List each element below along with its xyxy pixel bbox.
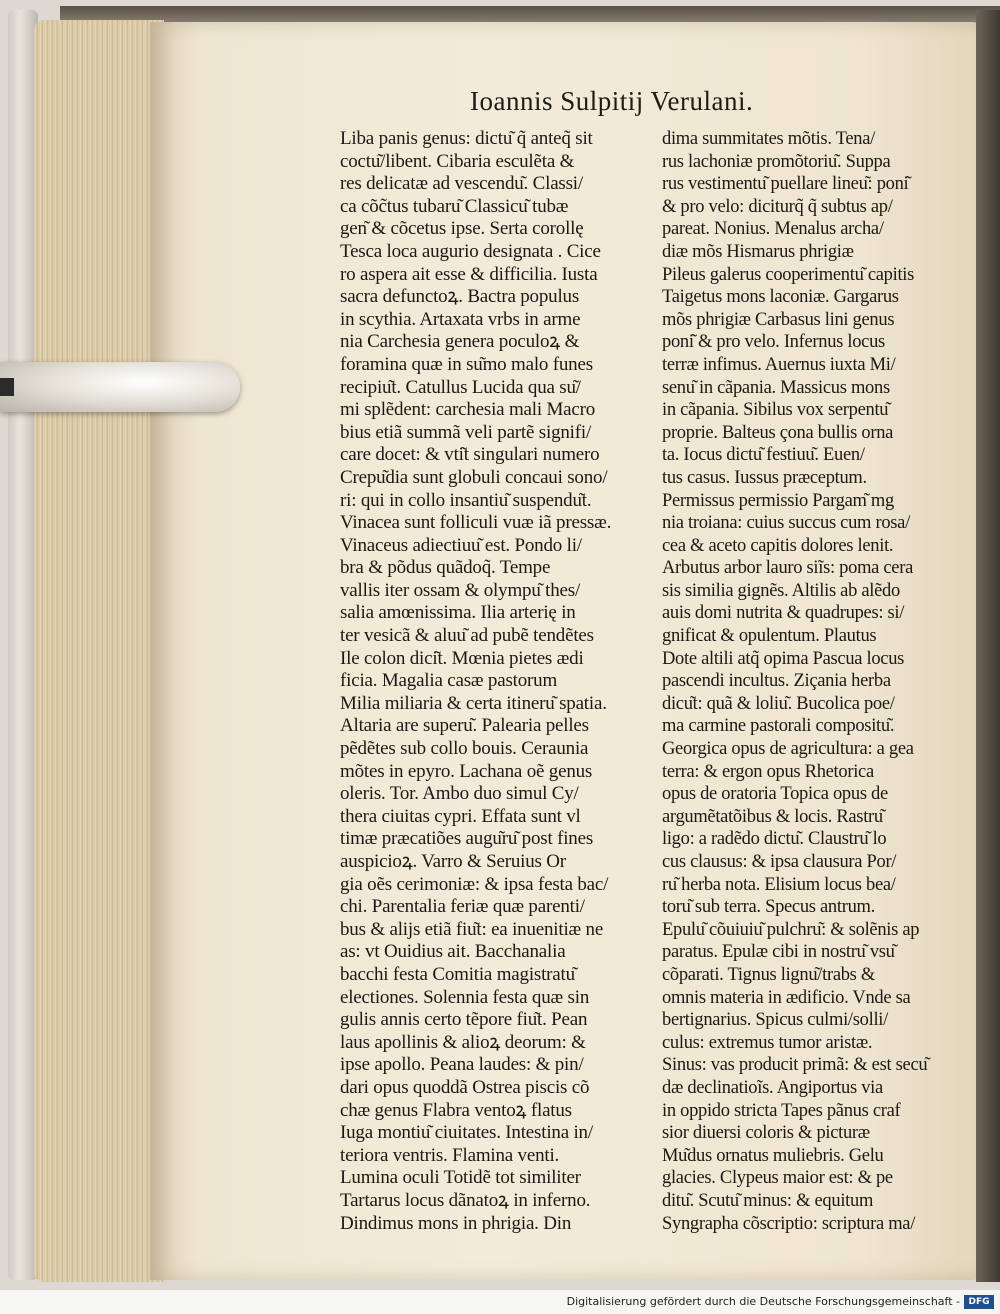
text-line: chi. Parentalia feriæ quæ parenti/ bbox=[340, 896, 585, 918]
text-line: auspicioꝝ. Varro & Seruius Or bbox=[340, 851, 566, 872]
text-line: ru͂ herba nota. Elisium locus bea/ bbox=[662, 874, 896, 895]
text-line: dicu͂t: quã & loliu͂. Bucolica poe/ bbox=[662, 693, 895, 714]
text-line: Crepu͂dia sunt globuli concaui sono/ bbox=[340, 466, 608, 488]
text-line: recipiu͂t. Catullus Lucida qua su͂/ bbox=[340, 376, 581, 398]
text-line: Sinus: vas producit primã: & est secu͂ bbox=[662, 1055, 928, 1076]
text-line: pareat. Nonius. Menalus archa/ bbox=[662, 219, 884, 240]
text-line: diæ mõs Hismarus phrigiæ bbox=[662, 241, 854, 262]
dfg-logo: DFG bbox=[964, 1295, 994, 1309]
text-line: in cãpania. Sibilus vox serpentu͂ bbox=[662, 400, 889, 421]
text-line: mõs phrigiæ Carbasus lini genus bbox=[662, 309, 895, 330]
text-line: senu͂ in cãpania. Massicus mons bbox=[662, 377, 890, 398]
text-line: oleris. Tor. Ambo duo simul Cy/ bbox=[340, 783, 579, 805]
text-line: omnis materia in ædificio. Vnde sa bbox=[662, 987, 911, 1008]
text-line: culus: extremus tumor aristæ. bbox=[662, 1032, 873, 1053]
text-line: Dote altili atq̃ opima Pascua locus bbox=[662, 648, 905, 669]
text-line: ter vesicã & aluu͂ ad pubẽ tendẽtes bbox=[340, 625, 594, 647]
glass-weight-bookmark bbox=[0, 362, 240, 412]
text-line: sacra defunctoꝝ. Bactra populus bbox=[340, 286, 580, 308]
text-line: Epulu͂ cõuiuiu͂ pulchru͂: & solẽnis ap bbox=[662, 919, 920, 940]
text-line: glacies. Clypeus maior est: & pe bbox=[662, 1168, 893, 1189]
text-line: gnificat & opulentum. Plautus bbox=[662, 626, 877, 647]
text-line: Tartarus locus dãnatoꝝ in inferno. bbox=[340, 1189, 591, 1211]
text-line: care docet: & vti͂t singulari numero bbox=[340, 444, 600, 466]
text-line: teriora ventris. Flamina venti. bbox=[340, 1144, 560, 1166]
text-line: cõparati. Tignus lignu͂/trabs & bbox=[662, 964, 876, 985]
text-line: nia Carchesia genera poculoꝝ & bbox=[340, 331, 580, 353]
text-line: sis similia gignẽs. Altilis ab alẽdo bbox=[662, 580, 900, 601]
text-line: pascendi incultus. Ziçania herba bbox=[662, 671, 891, 692]
text-line: Permissus permissio Pargam͂ mg bbox=[662, 490, 894, 511]
text-line: coctu͂/libent. Cibaria esculẽta & bbox=[340, 150, 575, 172]
text-line: terra: & ergon opus Rhetorica bbox=[662, 761, 874, 782]
text-line: mi splẽdent: carchesia mali Macro bbox=[340, 399, 596, 421]
text-line: Ile colon dici͂t. Mœnia pietes ædi bbox=[340, 647, 584, 669]
text-line: electiones. Solennia festa quæ sin bbox=[340, 986, 590, 1008]
text-line: toru͂ sub terra. Specus antrum. bbox=[662, 897, 875, 918]
text-line: tus casus. Iussus præceptum. bbox=[662, 467, 867, 488]
text-line: ficia. Magalia casæ pastorum bbox=[340, 670, 558, 692]
text-line: dæ declinatioĩs. Angiportus via bbox=[662, 1077, 883, 1098]
text-line: gia oẽs cerimoniæ: & ipsa festa bac/ bbox=[340, 873, 609, 895]
text-line: Taigetus mons laconiæ. Gargarus bbox=[662, 287, 899, 308]
text-line: thera ciuitas cypri. Effata sunt vl bbox=[340, 805, 581, 827]
text-line: ipse apollo. Peana laudes: & pin/ bbox=[340, 1054, 584, 1076]
text-line: cus clausus: & ipsa clausura Por/ bbox=[662, 852, 897, 872]
text-line: timæ præcatiões augu͂ru͂ post fines bbox=[340, 828, 594, 850]
text-line: pẽdẽtes sub collo bouis. Ceraunia bbox=[340, 738, 589, 760]
text-line: Dindimus mons in phrigia. Din bbox=[340, 1212, 572, 1234]
text-line: Milia miliaria & certa itineru͂ spatia. bbox=[340, 692, 607, 714]
text-line: & pro velo: diciturq̃ q̃ subtus ap/ bbox=[662, 196, 893, 217]
text-line: bertignarius. Spicus culmi/solli/ bbox=[662, 1010, 888, 1031]
text-line: Mu͂dus ornatus muliebris. Gelu bbox=[662, 1145, 884, 1166]
text-line: Syngrapha cõscriptio: scriptura ma/ bbox=[662, 1213, 916, 1234]
text-line: mõtes in epyro. Lachana oẽ genus bbox=[340, 760, 593, 782]
text-line: vallis iter ossam & olympu͂ thes/ bbox=[340, 579, 581, 601]
text-line: gulis annis certo tẽpore fiu͂t. Pean bbox=[340, 1009, 588, 1031]
text-line: Arbutus arbor lauro siĩs: poma cera bbox=[662, 558, 913, 579]
text-line: bra & põdus quãdoq̃. Tempe bbox=[340, 557, 551, 579]
text-line: Iuga montiu͂ ciuitates. Intestina in/ bbox=[340, 1122, 593, 1144]
text-line: bacchi festa Comitia magistratu͂ bbox=[340, 963, 575, 985]
text-line: in oppido stricta Tapes pãnus craf bbox=[662, 1100, 901, 1121]
text-line: nia troiana: cuius succus cum rosa/ bbox=[662, 513, 910, 534]
text-line: auis domi nutrita & quadrupes: si/ bbox=[662, 603, 905, 624]
text-line: Vinacea sunt folliculi vuæ iã pressæ. bbox=[340, 512, 612, 534]
text-line: chæ genus Flabra ventoꝝ flatus bbox=[340, 1099, 572, 1121]
text-line: poni͂ & pro velo. Infernus locus bbox=[662, 332, 885, 353]
text-column-right bbox=[662, 128, 927, 1235]
page-edges bbox=[34, 20, 164, 1282]
text-line: ro aspera ait esse & difficilia. Iusta bbox=[340, 263, 598, 285]
text-line: res delicatæ ad vescendu͂. Classi/ bbox=[340, 173, 583, 195]
text-line: bius etiã summã veli partẽ signifi/ bbox=[340, 421, 592, 443]
text-line: Lumina oculi Totidẽ tot similiter bbox=[340, 1167, 581, 1189]
text-line: ligo: a radẽdo dictu͂. Claustru͂ lo bbox=[662, 829, 887, 850]
text-line: in scythia. Artaxata vrbs in arme bbox=[340, 308, 581, 330]
text-line: salia amœnissima. Ilia arterię in bbox=[340, 602, 576, 624]
text-line: opus de oratoria Topica opus de bbox=[662, 784, 888, 805]
text-line: sior diuersi coloris & picturæ bbox=[662, 1123, 870, 1144]
text-line: dari opus quoddã Ostrea piscis cõ bbox=[340, 1076, 590, 1098]
book-cover-edge bbox=[976, 10, 1000, 1282]
text-line: Pileus galerus cooperimentu͂ capitis bbox=[662, 264, 915, 285]
text-line: foramina quæ in su͂mo malo funes bbox=[340, 353, 593, 375]
text-line: paratus. Epulæ cibi in nostru͂ vsu͂ bbox=[662, 942, 895, 963]
text-column-left bbox=[340, 128, 611, 1235]
text-line: ta. Iocus dictu͂ festiuu͂. Euen/ bbox=[662, 445, 865, 466]
text-line: Vinaceus adiectiuu͂ est. Pondo li/ bbox=[340, 534, 582, 556]
text-line: rus lachoniæ promõtoriu͂. Suppa bbox=[662, 151, 891, 172]
text-line: proprie. Balteus çona bullis orna bbox=[662, 422, 894, 443]
text-line: Tesca loca augurio designata . Cice bbox=[340, 240, 601, 262]
text-line: ca cõc̃tus tubaru͂ Classicu͂ tubæ bbox=[340, 195, 569, 217]
running-header: Ioannis Sulpitij Verulani. bbox=[470, 86, 754, 116]
text-line: ri: qui in collo insantiu͂ suspendu͂t. bbox=[340, 489, 592, 511]
footer-credit: Digitalisierung gefördert durch die Deutsche Forschungsgemeinschaft - bbox=[566, 1295, 960, 1308]
text-line: laus apollinis & alioꝝ deorum: & bbox=[340, 1031, 586, 1053]
text-line: terræ infimus. Auernus iuxta Mi/ bbox=[662, 354, 896, 375]
text-line: Georgica opus de agricultura: a gea bbox=[662, 739, 914, 760]
text-line: Altaria are superu͂. Palearia pelles bbox=[340, 715, 589, 737]
text-line: dima summitates mõtis. Tena/ bbox=[662, 129, 875, 149]
text-line: rus vestimentu͂ puellare lineu͂: poni͂ bbox=[662, 174, 909, 195]
text-line: ditu͂. Scutu͂ minus: & equitum bbox=[662, 1190, 874, 1211]
text-line: as: vt Ouidius ait. Bacchanalia bbox=[340, 941, 566, 963]
footer-bar bbox=[0, 1290, 1000, 1314]
text-line: cea & aceto capitis dolores lenit. bbox=[662, 535, 894, 556]
text-line: argumẽtatõibus & locis. Rastru͂ bbox=[662, 806, 883, 827]
text-line: bus & alijs etiã fiu͂t: ea inuenitiæ ne bbox=[340, 918, 604, 940]
text-line: Liba panis genus: dictu͂ q̃ anteq̃ sit bbox=[340, 128, 593, 149]
text-line: ma carmine pastorali compositu͂. bbox=[662, 716, 895, 737]
text-line: gen͂ & cõcetus ipse. Serta corollę bbox=[340, 218, 584, 240]
